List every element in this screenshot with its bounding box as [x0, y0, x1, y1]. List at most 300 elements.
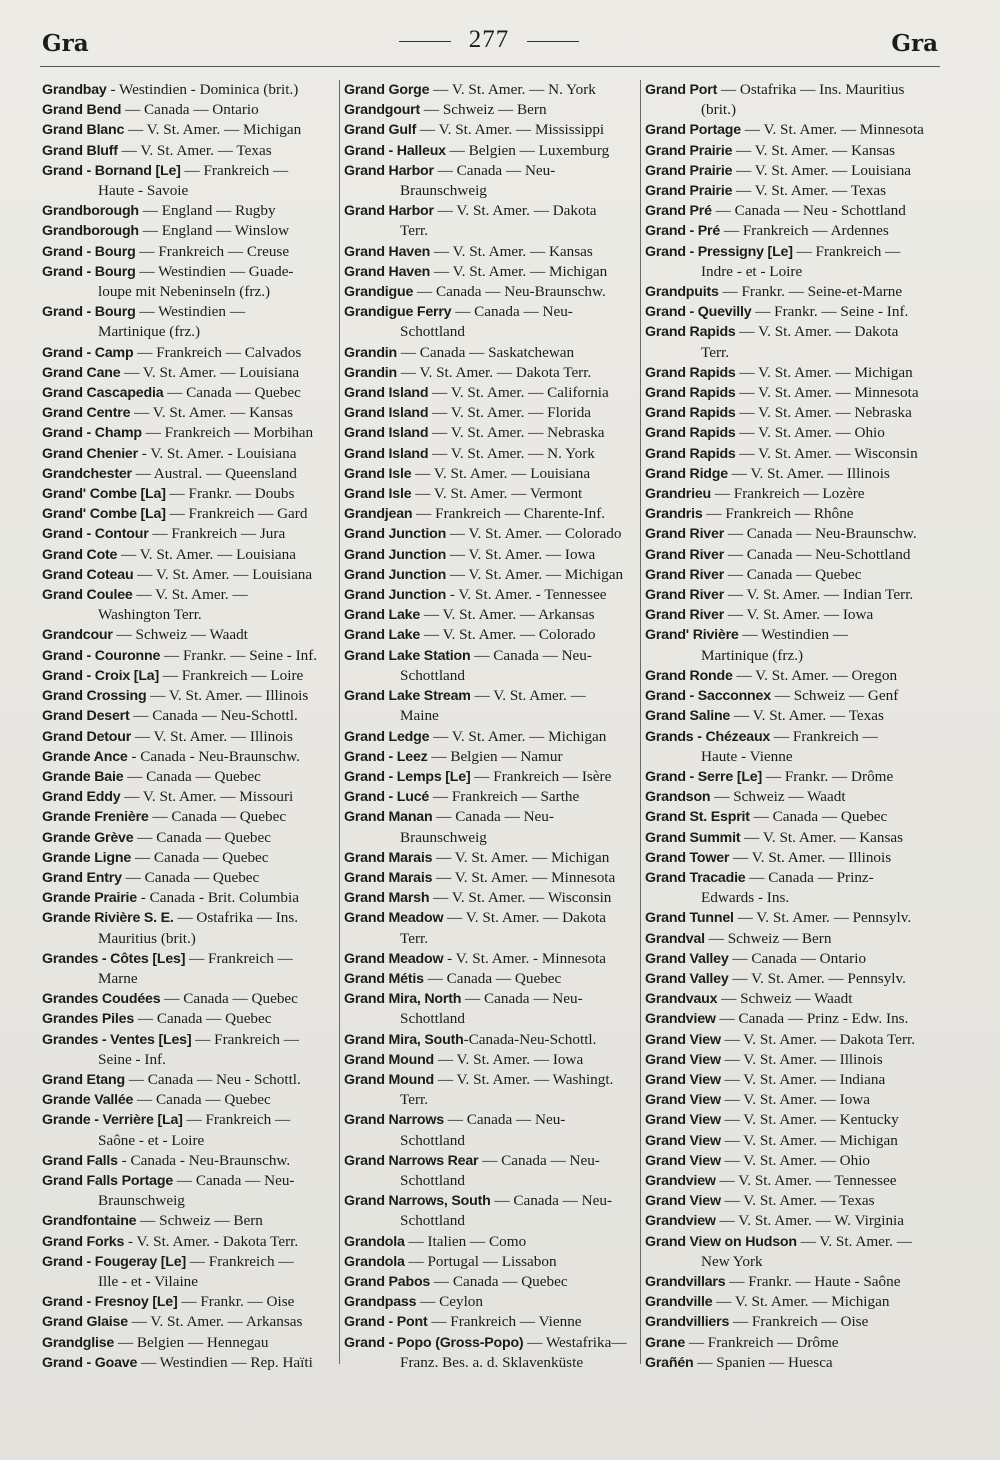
place-location-continued: Maine: [400, 707, 439, 725]
place-location: — V. St. Amer. — Louisiana: [133, 565, 313, 583]
place-location: — Belgien — Luxemburg: [445, 141, 610, 159]
gazetteer-entry: [645, 181, 945, 201]
place-location: — Schweiz — Bern: [420, 101, 547, 119]
entry-line: [344, 464, 640, 484]
page-number-line: [40, 26, 938, 54]
place-name: Grand Haven: [344, 263, 431, 280]
gazetteer-entry: [645, 828, 945, 848]
place-location: — V. St. Amer. — Oregon: [732, 666, 898, 684]
place-name: Grandpass: [344, 1294, 417, 1311]
entry-line: [645, 1050, 945, 1070]
gazetteer-entry: [344, 100, 640, 120]
place-location: — Canada — Neu-: [173, 1171, 295, 1189]
gazetteer-entry: [344, 504, 640, 524]
place-location: — Canada — Prinz - Edw. Ins.: [715, 1010, 909, 1028]
place-location: — Frankreich — Jura: [148, 525, 286, 543]
gazetteer-entry: [42, 666, 338, 686]
place-location: — V. St. Amer. — Colorado: [420, 626, 596, 644]
gazetteer-entry: [344, 969, 640, 989]
place-location: — Canada — Quebec: [133, 1091, 271, 1109]
gazetteer-entry: [42, 141, 338, 161]
place-location: — Frankreich —: [182, 1111, 291, 1129]
place-name: Grandchester: [42, 465, 132, 482]
place-location: — Canada — Ontario: [728, 949, 867, 967]
place-name: Grand Centre: [42, 405, 131, 422]
gazetteer-entry: [344, 444, 640, 464]
place-name: Grand Bluff: [42, 142, 118, 159]
place-name: Grand Gulf: [344, 122, 417, 139]
place-name: Grand Marais: [344, 849, 433, 866]
gazetteer-entry: [42, 1070, 338, 1090]
place-location: - Canada - Neu-Braunschw.: [117, 1151, 291, 1169]
entry-line: [344, 80, 640, 100]
place-name: Grand Rapids: [645, 324, 736, 341]
place-location: — V. St. Amer. — Kansas: [732, 141, 896, 159]
gazetteer-entry: [645, 302, 945, 322]
place-location-continued: Terr.: [400, 929, 429, 947]
place-name: Grand Prairie: [645, 162, 733, 179]
dash-right: [527, 41, 579, 42]
place-location-continued: Schottland: [400, 666, 465, 684]
place-location: — Ostafrika — Ins. Mauritius: [717, 81, 905, 98]
entry-line: [42, 727, 338, 747]
gazetteer-entry: [344, 464, 640, 484]
place-location-continued: Schottland: [400, 1010, 465, 1028]
place-location: — V. St. Amer. — Louisiana: [732, 161, 912, 179]
place-location: — V. St. Amer. — W. Virginia: [715, 1212, 905, 1230]
entry-line: [344, 1191, 640, 1211]
gazetteer-entry: [344, 585, 640, 605]
place-name: Grand Forks: [42, 1233, 125, 1250]
place-name: Grand Pabos: [344, 1273, 431, 1290]
place-location: — Westindien —: [135, 303, 246, 321]
place-name: Grand Eddy: [42, 789, 121, 806]
place-name: Grand Tracadie: [645, 869, 746, 886]
place-location: — V. St. Amer. — Michigan: [712, 1293, 890, 1311]
place-location: — Canada — Quebec: [123, 767, 261, 785]
entry-line: [344, 141, 640, 161]
place-location: — Frankreich — Calvados: [133, 343, 302, 361]
place-location: — Schweiz — Waadt: [710, 788, 846, 806]
place-location: — V. St. Amer. — Dakota: [443, 909, 607, 927]
place-location: — V. St. Amer. — Ohio: [735, 424, 885, 442]
gazetteer-entry: [645, 686, 945, 706]
place-location: — Frankreich —: [770, 727, 878, 745]
place-name: Grandgourt: [344, 102, 421, 119]
gazetteer-entry: [344, 282, 640, 302]
place-name: Grand Island: [344, 445, 429, 462]
entry-line: [344, 888, 640, 908]
entry-line: [344, 767, 640, 787]
place-name: Grand Desert: [42, 708, 130, 725]
entry-line: [42, 666, 338, 686]
entry-line: [344, 585, 640, 605]
entry-line: [42, 545, 338, 565]
place-location: — V. St. Amer. —: [470, 687, 586, 705]
place-location-continued: Edwards - Ins.: [701, 889, 790, 907]
entry-line: [645, 828, 945, 848]
entry-line: [645, 605, 945, 625]
entry-line: [645, 807, 945, 827]
entry-line: [42, 787, 338, 807]
entry-line: [42, 1252, 338, 1272]
gazetteer-entry: [645, 464, 945, 484]
place-location: — Canada — Neu-Schottland: [724, 545, 911, 563]
gazetteer-entry: [645, 1050, 945, 1070]
gazetteer-entry: [344, 80, 640, 100]
gazetteer-entry: [645, 1191, 945, 1211]
place-name: Grand Cascapedia: [42, 385, 164, 402]
place-location-continued: Schottland: [400, 1131, 465, 1149]
place-name: Grand Lake Station: [344, 647, 471, 664]
place-name: Grand - Goave: [42, 1354, 138, 1371]
entry-line: [42, 423, 338, 443]
place-name: Grand Junction: [344, 546, 447, 563]
place-location: — Portugal — Lissabon: [404, 1252, 557, 1270]
place-location: — Westindien —: [738, 626, 849, 644]
entry-line: [344, 1292, 640, 1312]
gazetteer-entry: [42, 201, 338, 221]
place-name: Grandcour: [42, 627, 113, 644]
gazetteer-entry: [645, 1131, 945, 1151]
gazetteer-entry: [42, 1090, 338, 1110]
gazetteer-entry: [42, 706, 338, 726]
place-location: — Schweiz — Waadt: [717, 990, 853, 1008]
place-name: Grand River: [645, 566, 725, 583]
place-location: — Ostafrika — Ins.: [173, 909, 299, 927]
gazetteer-entry: [42, 1252, 338, 1292]
place-location: — Frankreich —: [186, 1252, 294, 1270]
place-location: — Canada — Neu-: [451, 303, 573, 321]
place-location: — V. St. Amer. — Wisconsin: [429, 889, 612, 907]
place-location: — Canada — Neu-: [433, 161, 556, 179]
place-location: - V. St. Amer. - Louisiana: [137, 444, 297, 462]
place-location: — Canada — Quebec: [148, 808, 287, 826]
place-name: Grand Ledge: [344, 728, 430, 745]
gazetteer-entry: [645, 969, 945, 989]
place-location: — V. St. Amer. — Minnesota: [432, 868, 616, 886]
gazetteer-entry: [645, 1272, 945, 1292]
gazetteer-entry: [645, 1110, 945, 1130]
place-location: - V. St. Amer. - Tennessee: [446, 586, 607, 604]
entry-line: [42, 949, 338, 969]
place-location-continued: Braunschweig: [400, 182, 487, 200]
gazetteer-entry: [645, 120, 945, 140]
place-name: Grand - Bourg: [42, 304, 136, 321]
place-location: — V. St. Amer. — Wisconsin: [735, 444, 918, 462]
gazetteer-entry: [645, 989, 945, 1009]
place-location: — V. St. Amer. — Illinois: [720, 1050, 883, 1068]
place-name: Grand - Lucé: [344, 789, 430, 806]
place-name: Grand Island: [344, 385, 429, 402]
place-name: Grandes - Ventes [Les]: [42, 1031, 192, 1048]
place-name: Grand Portage: [645, 122, 741, 139]
entry-line: [42, 302, 338, 322]
entry-line: [42, 1151, 338, 1171]
gazetteer-entry: [42, 646, 338, 666]
gazetteer-entry: [344, 343, 640, 363]
place-name: Grandes Coudées: [42, 991, 161, 1008]
place-name: Grand Ridge: [645, 465, 728, 482]
place-location-continued: Saône - et - Loire: [98, 1131, 205, 1149]
place-name: Grand Falls Portage: [42, 1172, 174, 1189]
gazetteer-entry: [42, 908, 338, 948]
place-location: — V. St. Amer. — Dakota Terr.: [397, 363, 592, 381]
entry-line: [42, 848, 338, 868]
entry-line: [344, 747, 640, 767]
place-location: — Canada — Quebec: [423, 969, 562, 987]
place-location: — V. St. Amer. — Iowa: [724, 606, 874, 624]
place-location: — V. St. Amer. — Minnesota: [740, 121, 924, 139]
gazetteer-entry: [344, 141, 640, 161]
place-location: — Westindien — Rep. Haïti: [137, 1353, 313, 1371]
entry-line: [645, 1353, 945, 1373]
place-name: Grand Manan: [344, 809, 433, 826]
gazetteer-entry: [344, 423, 640, 443]
place-name: Grand Mound: [344, 1051, 435, 1068]
place-name: Grand Haven: [344, 243, 431, 260]
place-location: — Frankreich —: [180, 161, 289, 179]
entry-line: [344, 949, 640, 969]
entry-line: [42, 686, 338, 706]
place-location: — V. St. Amer. — Texas: [117, 141, 272, 159]
entry-line: [344, 343, 640, 363]
gazetteer-entry: [645, 727, 945, 767]
place-name: Grand Junction: [344, 566, 447, 583]
entry-line: [645, 302, 945, 322]
place-location: — Canada — Quebec: [131, 848, 269, 866]
place-location: — Canada — Neu-: [443, 1111, 566, 1129]
gazetteer-entry: [645, 383, 945, 403]
place-location: — Canada — Quebec: [121, 868, 260, 886]
place-location: — Frankr. — Doubs: [165, 485, 295, 503]
place-location: — Spanien — Huesca: [693, 1353, 833, 1371]
place-location: — Canada — Neu-: [490, 1192, 613, 1210]
gazetteer-entry: [344, 787, 640, 807]
place-location-continued: Haute - Vienne: [701, 747, 793, 765]
place-name: Grandris: [645, 506, 703, 523]
place-name: Grand View: [645, 1092, 721, 1109]
entry-line: [645, 1151, 945, 1171]
place-name: Grand - Bourg: [42, 263, 136, 280]
place-location: - V. St. Amer. - Dakota Terr.: [124, 1232, 299, 1250]
place-name: Grand - Champ: [42, 425, 142, 442]
place-name: Grand Rapids: [645, 364, 736, 381]
place-name: Grand Saline: [645, 708, 731, 725]
place-name: Grand - Fresnoy [Le]: [42, 1294, 178, 1311]
entry-line: [42, 161, 338, 181]
entry-line: [42, 747, 338, 767]
gazetteer-entry: [42, 888, 338, 908]
place-name: Grand View on Hudson: [645, 1233, 797, 1250]
entry-line: [645, 565, 945, 585]
place-name: Grand Island: [344, 405, 429, 422]
gazetteer-entry: [645, 1292, 945, 1312]
gazetteer-entry: [42, 949, 338, 989]
gazetteer-entry: [42, 1333, 338, 1353]
place-location: — V. St. Amer. —: [796, 1232, 912, 1250]
place-location-continued: loupe mit Nebeninseln (frz.): [98, 283, 271, 301]
place-name: Grand - Popo (Gross-Popo): [344, 1334, 524, 1351]
place-name: Grandview: [645, 1213, 716, 1230]
entry-line: [645, 484, 945, 504]
place-location-continued: Braunschweig: [98, 1192, 185, 1210]
place-location: — V. St. Amer. — Dakota: [735, 323, 899, 341]
entry-line: [42, 1333, 338, 1353]
entry-line: [344, 969, 640, 989]
entry-line: [42, 989, 338, 1009]
entry-line: [645, 383, 945, 403]
gazetteer-entry: [645, 1090, 945, 1110]
place-location-continued: Schottland: [400, 323, 465, 341]
place-name: Grand Harbor: [344, 162, 434, 179]
entry-line: [645, 949, 945, 969]
entry-line: [344, 423, 640, 443]
place-location: — V. St. Amer. — Dakota: [433, 202, 597, 220]
place-name: Grand Chenier: [42, 445, 138, 462]
entry-line: [42, 262, 338, 282]
gazetteer-entry: [42, 1353, 338, 1373]
place-name: Grand Rapids: [645, 425, 736, 442]
running-head-left: Gra: [42, 30, 89, 57]
place-name: Grand Ronde: [645, 667, 733, 684]
entry-line: [645, 1211, 945, 1231]
place-name: Grand - Leez: [344, 748, 428, 765]
place-location-continued: Haute - Savoie: [98, 182, 189, 200]
gazetteer-entry: [645, 141, 945, 161]
place-name: Grand View: [645, 1132, 721, 1149]
entry-line: [645, 1030, 945, 1050]
dash-left: [399, 41, 451, 42]
place-location-continued: Martinique (frz.): [98, 323, 201, 341]
place-name: Grand Junction: [344, 587, 447, 604]
place-location: — Canada — Neu-: [470, 646, 592, 664]
entry-line: [645, 242, 945, 262]
place-name: Grand - Sacconnex: [645, 688, 771, 705]
place-location: — Belgien — Namur: [427, 747, 563, 765]
place-name: Grandglise: [42, 1334, 115, 1351]
gazetteer-entry: [344, 1272, 640, 1292]
place-name: Grand Narrows, South: [344, 1193, 491, 1210]
place-name: Grand - Bourg: [42, 243, 136, 260]
gazetteer-entry: [645, 1171, 945, 1191]
entry-line: [42, 646, 338, 666]
place-location: - V. St. Amer. - Minnesota: [443, 949, 607, 967]
place-name: Grandson: [645, 789, 711, 806]
place-name: Grand Glaise: [42, 1314, 128, 1331]
entry-line: [42, 1090, 338, 1110]
entry-line: [344, 908, 640, 928]
gazetteer-entry: [344, 1292, 640, 1312]
place-name: Grandview: [645, 1011, 716, 1028]
place-name: Grand Valley: [645, 950, 729, 967]
gazetteer-entry: [42, 828, 338, 848]
place-name: Grand Lake: [344, 627, 421, 644]
entry-line: [645, 524, 945, 544]
place-location: — Canada — Neu-Schottl.: [129, 707, 298, 725]
place-location: — V. St. Amer. — Texas: [720, 1192, 875, 1210]
gazetteer-entry: [42, 524, 338, 544]
gazetteer-entry: [344, 747, 640, 767]
place-location: — Frankreich — Vienne: [427, 1313, 582, 1331]
gazetteer-entry: [344, 727, 640, 747]
gazetteer-entry: [42, 464, 338, 484]
place-name: Grand Rapids: [645, 445, 736, 462]
place-location: — Canada — Quebec: [724, 565, 862, 583]
place-location: — V. St. Amer. — Vermont: [411, 485, 583, 503]
place-location: — V. St. Amer. — Louisiana: [120, 363, 300, 381]
gazetteer-entry: [42, 787, 338, 807]
place-location: — V. St. Amer. — Indiana: [720, 1070, 886, 1088]
entry-line: [344, 262, 640, 282]
gazetteer-entry: [42, 242, 338, 262]
gazetteer-entry: [645, 423, 945, 443]
entry-line: [344, 646, 640, 666]
place-name: Grand Coulee: [42, 587, 133, 604]
entry-line: [645, 120, 945, 140]
entry-line: [344, 201, 640, 221]
entry-line: [344, 504, 640, 524]
place-name: Grande - Verrière [La]: [42, 1112, 183, 1129]
entry-line: [42, 767, 338, 787]
gazetteer-entry: [344, 1232, 640, 1252]
place-name: Grand Falls: [42, 1152, 118, 1169]
entry-line: [42, 625, 338, 645]
entry-line: [645, 403, 945, 423]
place-location-continued: Marne: [98, 969, 138, 987]
gazetteer-entry: [42, 484, 338, 504]
entry-line: [42, 403, 338, 423]
place-name: Grand - Couronne: [42, 647, 161, 664]
entry-line: [344, 403, 640, 423]
gazetteer-entry: [645, 80, 945, 120]
place-name: Grand - Pressigny [Le]: [645, 243, 793, 260]
gazetteer-entry: [42, 625, 338, 645]
place-name: Grand Cote: [42, 546, 118, 563]
place-name: Grand Harbor: [344, 203, 434, 220]
place-name: Grand - Lemps [Le]: [344, 768, 471, 785]
gazetteer-entry: [645, 201, 945, 221]
entry-line: [344, 848, 640, 868]
place-location: — V. St. Amer. — Kansas: [130, 404, 293, 422]
entry-line: [645, 545, 945, 565]
place-location: — V. St. Amer. — Minnesota: [735, 384, 919, 402]
place-name: Grand View: [645, 1031, 721, 1048]
place-name: Grandvaux: [645, 991, 718, 1008]
entry-line: [645, 727, 945, 747]
column-divider-2: [640, 80, 641, 1364]
gazetteer-entry: [344, 767, 640, 787]
gazetteer-entry: [344, 484, 640, 504]
place-name: Grandville: [645, 1294, 713, 1311]
entry-line: [42, 383, 338, 403]
gazetteer-entry: [42, 343, 338, 363]
gazetteer-entry: [645, 848, 945, 868]
place-name: Grandvillars: [645, 1273, 726, 1290]
entry-line: [42, 888, 338, 908]
place-name: Grandes - Côtes [Les]: [42, 950, 186, 967]
entry-line: [645, 929, 945, 949]
place-location: — V. St. Amer. — Kansas: [740, 828, 904, 846]
place-location: — Frankr. — Seine - Inf.: [751, 303, 909, 321]
entry-line: [344, 605, 640, 625]
entry-line: [645, 868, 945, 888]
place-location: — Canada — Neu-Braunschw.: [724, 525, 917, 543]
place-location: — V. St. Amer. — Colorado: [446, 525, 622, 543]
entry-line: [42, 120, 338, 140]
place-location: — Frankr. — Seine-et-Marne: [718, 283, 903, 301]
place-name: Grande Frenière: [42, 809, 149, 826]
